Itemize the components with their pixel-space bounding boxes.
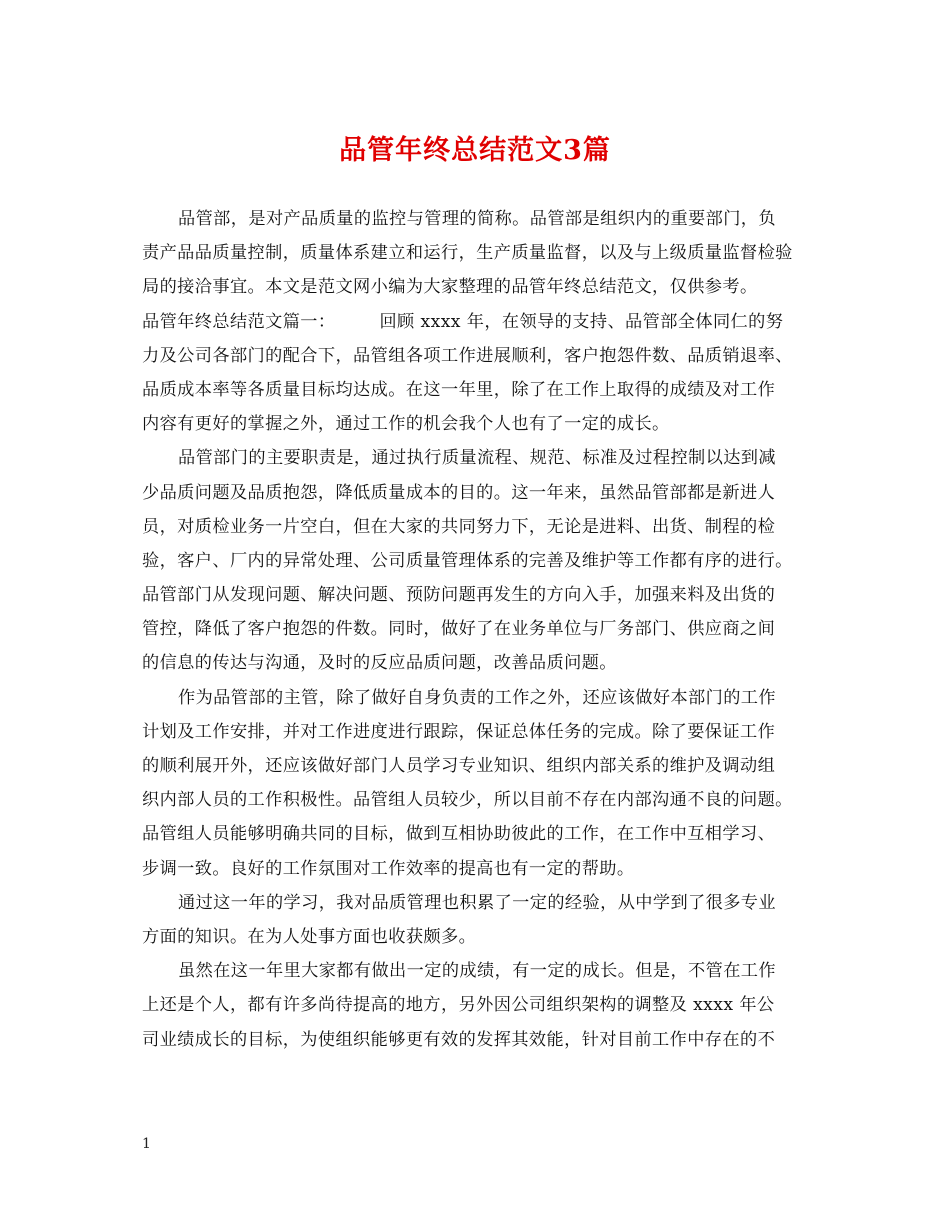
section-first-sentence: 回顾 xxxx 年，在领导的支持、品管部全体同仁的努 (379, 311, 784, 332)
text-line-section-heading (142, 305, 822, 339)
section-heading: 品管年终总结范文篇一： (142, 311, 336, 332)
text-line: 员，对质检业务一片空白，但在大家的共同努力下，无论是进料、出货、制程的检 (142, 516, 776, 537)
text-line: 内容有更好的掌握之外，通过工作的机会我个人也有了一定的成长。 (142, 414, 670, 435)
text-line: 司业绩成长的目标，为使组织能够更有效的发挥其效能，针对目前工作中存在的不 (142, 1029, 776, 1050)
text-line: 验，客户、厂内的异常处理、公司质量管理体系的完善及维护等工作都有序的进行。 (142, 550, 793, 571)
text-line: 品管部门的主要职责是，通过执行质量流程、规范、标准及过程控制以达到减 (178, 448, 776, 469)
text-line: 通过这一年的学习，我对品质管理也积累了一定的经验，从中学到了很多专业 (178, 892, 776, 913)
text-line: 品管部门从发现问题、解决问题、预防问题再发生的方向入手，加强来料及出货的 (142, 585, 776, 606)
document-body (142, 202, 822, 1057)
text-line: 作为品管部的主管，除了做好自身负责的工作之外，还应该做好本部门的工作 (178, 687, 776, 708)
text-line: 计划及工作安排，并对工作进度进行跟踪，保证总体任务的完成。除了要保证工作 (142, 721, 776, 742)
text-line: 品质成本率等各质量目标均达成。在这一年里，除了在工作上取得的成绩及对工作 (142, 379, 776, 400)
text-line: 局的接洽事宜。本文是范文网小编为大家整理的品管年终总结范文，仅供参考。 (142, 277, 758, 298)
text-line: 品管部，是对产品质量的监控与管理的简称。品管部是组织内的重要部门，负 (178, 209, 776, 229)
text-line: 责产品品质量控制，质量体系建立和运行，生产质量监督，以及与上级质量监督检验 (142, 243, 793, 264)
text-line: 上还是个人，都有许多尚待提高的地方，另外因公司组织架构的调整及 xxxx 年公 (142, 995, 775, 1016)
text-line: 织内部人员的工作积极性。品管组人员较少，所以目前不存在内部沟通不良的问题。 (142, 790, 793, 811)
text-line: 的信息的传达与沟通，及时的反应品质问题，改善品质问题。 (142, 653, 617, 674)
document-title: 品管年终总结范文3篇 (339, 135, 611, 166)
text-line: 方面的知识。在为人处事方面也收获颇多。 (142, 926, 477, 947)
text-line: 品管组人员能够明确共同的目标，做到互相协助彼此的工作，在工作中互相学习、 (142, 824, 776, 845)
text-line: 虽然在这一年里大家都有做出一定的成绩，有一定的成长。但是，不管在工作 (178, 961, 776, 982)
text-line: 管控，降低了客户抱怨的件数。同时，做好了在业务单位与厂务部门、供应商之间 (142, 619, 776, 640)
text-line: 步调一致。良好的工作氛围对工作效率的提高也有一定的帮助。 (142, 858, 635, 879)
text-line: 的顺利展开外，还应该做好部门人员学习专业知识、组织内部关系的维护及调动组 (142, 756, 776, 776)
text-line: 力及公司各部门的配合下，品管组各项工作进展顺利，客户抱怨件数、品质销退率、 (142, 345, 793, 366)
text-line: 少品质问题及品质抱怨，降低质量成本的目的。这一年来，虽然品管部都是新进人 (142, 482, 776, 503)
page-number: 1 (142, 1136, 151, 1152)
